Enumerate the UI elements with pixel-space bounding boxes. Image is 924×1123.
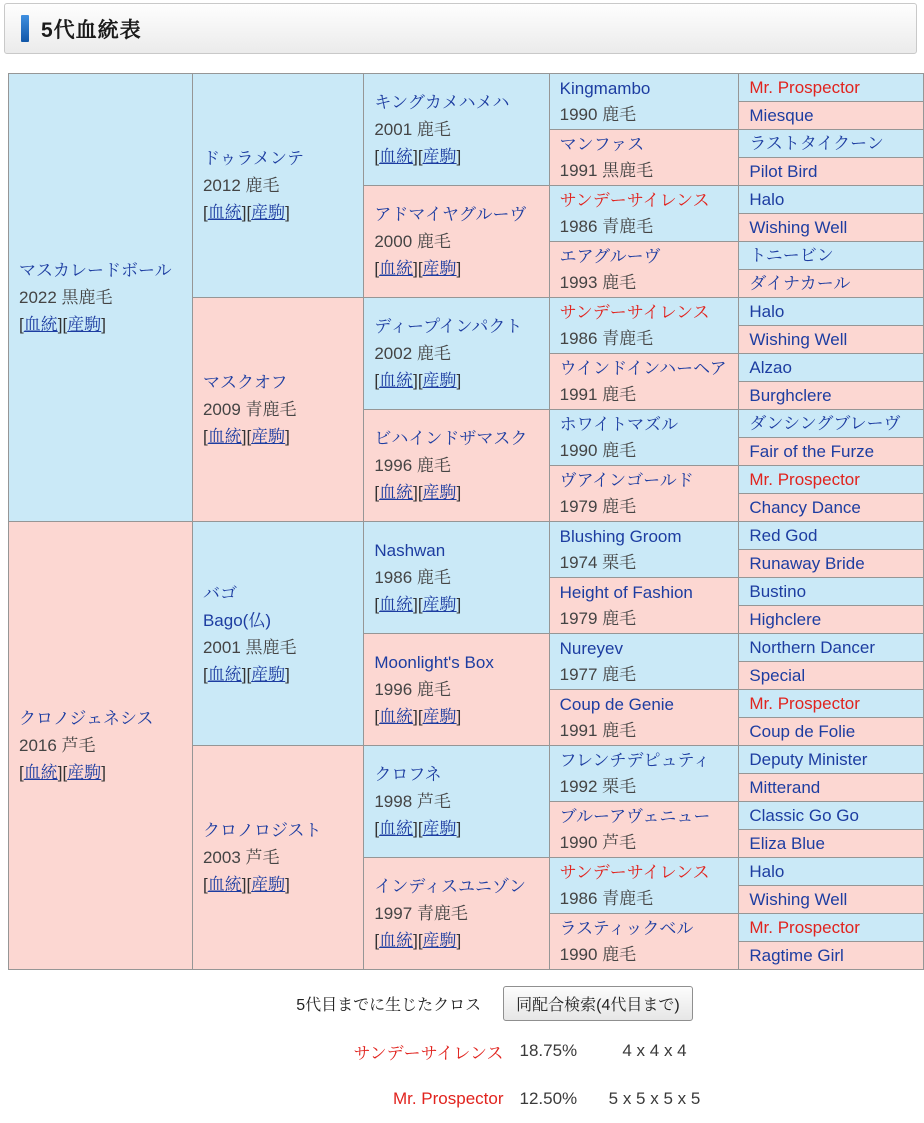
pedigree-cell	[192, 522, 363, 746]
horse-year-coat: 2022 黒鹿毛	[19, 288, 113, 307]
bloodline-link[interactable]: 血統	[207, 427, 242, 446]
horse-year-coat: 2000 鹿毛	[374, 232, 451, 251]
bracket: [	[374, 931, 380, 950]
cross-row	[0, 1027, 924, 1075]
cross-horse-name: Mr. Prospector	[392, 1089, 504, 1108]
cross-pattern: 4 x 4 x 4	[622, 1041, 687, 1060]
horse-sublinks	[374, 255, 544, 282]
horse-year-coat: 1991 黒鹿毛	[559, 160, 654, 180]
horse-link[interactable]: Halo	[749, 190, 785, 209]
horse-sublinks	[374, 591, 544, 618]
pedigree-cell	[549, 354, 739, 410]
horse-year-coat: 2016 芦毛	[19, 736, 96, 755]
bracket: ]	[413, 371, 418, 390]
bloodline-link[interactable]: 血統	[379, 819, 414, 838]
bracket: [	[374, 259, 380, 278]
horse-link[interactable]: Bago(仏)	[202, 610, 271, 630]
bracket: ]	[57, 763, 63, 782]
offspring-link[interactable]: 産駒	[251, 664, 286, 684]
pedigree-cell	[739, 438, 924, 466]
horse-year-coat: 1991 鹿毛	[559, 720, 637, 740]
horse-link[interactable]: Ragtime Girl	[749, 946, 844, 965]
cross-list	[0, 1027, 924, 1123]
horse-link[interactable]: Red God	[749, 526, 818, 545]
bracket: ]	[285, 664, 290, 684]
bracket: ]	[241, 664, 247, 684]
horse-sublinks	[374, 927, 544, 954]
horse-year-coat: 2001 黒鹿毛	[202, 637, 297, 657]
horse-link[interactable]: マンファス	[559, 134, 645, 154]
accent-bar-icon	[21, 15, 29, 42]
horse-year-coat: 1997 青鹿毛	[374, 904, 468, 923]
cross-header	[0, 986, 924, 1021]
bloodline-link[interactable]: 血統	[207, 875, 242, 894]
horse-link[interactable]: ダイナカール	[749, 274, 851, 293]
pedigree-cell	[549, 466, 739, 522]
pedigree-cell	[739, 74, 924, 102]
horse-year-coat: 1996 鹿毛	[374, 680, 451, 699]
cross-percent: 18.75%	[519, 1041, 578, 1060]
horse-link[interactable]: エアグルーヴ	[559, 246, 661, 266]
horse-link[interactable]: Kingmambo	[559, 78, 651, 98]
pedigree-cell	[9, 522, 193, 970]
pedigree-cell	[364, 74, 549, 186]
horse-year-coat: 1986 鹿毛	[374, 568, 451, 587]
pedigree-cell	[739, 242, 924, 270]
bracket: ]	[241, 875, 247, 894]
horse-year-coat: 1992 栗毛	[559, 776, 637, 796]
bracket: [	[202, 875, 208, 894]
horse-link[interactable]: Bustino	[749, 582, 807, 601]
cross-row	[0, 1075, 924, 1123]
horse-year-coat: 1979 鹿毛	[559, 608, 637, 628]
horse-link[interactable]: ダンシングブレーヴ	[749, 414, 901, 433]
horse-link[interactable]: Halo	[749, 862, 785, 881]
horse-link[interactable]: Mr. Prospector	[749, 78, 860, 97]
bracket: [	[246, 664, 252, 684]
bracket: [	[374, 595, 380, 614]
horse-link[interactable]: トニービン	[749, 246, 834, 265]
bracket: [	[374, 147, 380, 166]
bracket: [	[62, 315, 68, 334]
pedigree-cell	[739, 410, 924, 438]
bracket: ]	[413, 259, 418, 278]
bracket: ]	[285, 875, 290, 894]
bracket: ]	[285, 427, 290, 446]
horse-sublinks	[19, 311, 188, 338]
offspring-link[interactable]: 産駒	[422, 595, 457, 614]
pedigree-cell	[364, 522, 549, 634]
pedigree-cell	[739, 522, 924, 550]
pedigree-cell	[739, 886, 924, 914]
horse-year-coat: 1977 鹿毛	[559, 664, 637, 684]
horse-link[interactable]: バゴ	[202, 583, 237, 603]
horse-link[interactable]: Moonlight's Box	[374, 653, 494, 672]
horse-link[interactable]: Special	[749, 666, 806, 685]
horse-link[interactable]: マスカレードボール	[19, 261, 172, 280]
horse-year-coat: 1986 青鹿毛	[559, 216, 654, 236]
horse-link[interactable]: ディープインパクト	[374, 317, 523, 336]
cross-horse-name: サンデーサイレンス	[353, 1043, 504, 1063]
bracket: ]	[101, 315, 106, 334]
pedigree-cell	[549, 242, 739, 298]
bloodline-link[interactable]: 血統	[379, 371, 414, 390]
pedigree-cell	[739, 830, 924, 858]
bloodline-link[interactable]: 血統	[207, 664, 242, 684]
pedigree-cell	[739, 634, 924, 662]
horse-sublinks	[374, 703, 544, 730]
bracket: [	[374, 371, 380, 390]
horse-link[interactable]: Mr. Prospector	[749, 470, 860, 489]
horse-link[interactable]: Highclere	[749, 610, 822, 629]
bracket: ]	[57, 315, 63, 334]
pedigree-cell	[9, 74, 193, 522]
offspring-link[interactable]: 産駒	[422, 707, 457, 726]
pedigree-cell	[192, 298, 363, 522]
bracket: ]	[413, 595, 418, 614]
bracket: ]	[456, 371, 462, 390]
horse-link[interactable]: ホワイトマズル	[559, 414, 679, 434]
pedigree-cell	[364, 858, 549, 970]
horse-sublinks	[374, 815, 544, 842]
horse-sublinks	[203, 661, 359, 688]
offspring-link[interactable]: 産駒	[422, 819, 457, 838]
pedigree-cell	[364, 410, 549, 522]
horse-year-coat: 1986 青鹿毛	[559, 888, 654, 908]
bracket: [	[417, 707, 423, 726]
horse-link[interactable]: Northern Dancer	[749, 638, 876, 657]
horse-link[interactable]: ブルーアヴェニュー	[559, 806, 711, 826]
horse-link[interactable]: インディスユニゾン	[374, 877, 526, 896]
bracket: ]	[456, 259, 462, 278]
horse-sublinks	[203, 871, 359, 898]
horse-link[interactable]: Height of Fashion	[559, 582, 693, 602]
bracket: [	[417, 931, 423, 950]
pedigree-cell	[739, 158, 924, 186]
pedigree-cell	[739, 382, 924, 410]
bloodline-link[interactable]: 血統	[379, 147, 414, 166]
horse-year-coat: 2009 青鹿毛	[202, 400, 297, 419]
bracket: ]	[413, 483, 418, 502]
pedigree-cell	[364, 298, 549, 410]
horse-link[interactable]: Fair of the Furze	[749, 442, 875, 461]
horse-link[interactable]: Pilot Bird	[749, 162, 818, 181]
offspring-link[interactable]: 産駒	[251, 203, 286, 222]
pedigree-cell	[739, 130, 924, 158]
horse-link[interactable]: Burghclere	[749, 386, 832, 405]
horse-link[interactable]: ヴアインゴールド	[559, 470, 694, 490]
horse-sublinks	[203, 199, 359, 226]
pedigree-cell	[739, 214, 924, 242]
horse-year-coat: 2002 鹿毛	[374, 344, 451, 363]
bracket: [	[417, 483, 423, 502]
horse-sublinks	[374, 367, 544, 394]
bracket: [	[417, 595, 423, 614]
horse-link[interactable]: アドマイヤグルーヴ	[374, 205, 527, 224]
horse-link[interactable]: ラストタイクーン	[749, 134, 884, 153]
pedigree-cell	[739, 354, 924, 382]
pedigree-cell	[739, 690, 924, 718]
horse-year-coat: 1990 鹿毛	[559, 104, 637, 124]
bracket: ]	[456, 819, 462, 838]
offspring-link[interactable]: 産駒	[422, 371, 457, 390]
horse-link[interactable]: サンデーサイレンス	[559, 302, 710, 322]
pedigree-cell	[739, 606, 924, 634]
offspring-link[interactable]: 産駒	[422, 931, 457, 950]
horse-link[interactable]: Halo	[749, 302, 785, 321]
bracket: [	[374, 819, 380, 838]
horse-link[interactable]: Wishing Well	[749, 330, 848, 349]
pedigree-cell	[192, 74, 363, 298]
horse-link[interactable]: Miesque	[749, 106, 814, 125]
bracket: ]	[456, 483, 462, 502]
horse-link[interactable]: Alzao	[749, 358, 792, 377]
horse-link[interactable]: Mitterand	[749, 778, 821, 797]
horse-year-coat: 1986 青鹿毛	[559, 328, 654, 348]
pedigree-cell	[549, 578, 739, 634]
horse-year-coat: 1974 栗毛	[559, 552, 637, 572]
horse-link[interactable]: Coup de Genie	[559, 694, 675, 714]
bloodline-link[interactable]: 血統	[23, 315, 58, 334]
cross-percent: 12.50%	[519, 1089, 578, 1108]
pedigree-cell	[739, 914, 924, 942]
pedigree-cell	[549, 298, 739, 354]
offspring-link[interactable]: 産駒	[422, 147, 457, 166]
bracket: [	[246, 875, 252, 894]
horse-link[interactable]: Deputy Minister	[749, 750, 868, 769]
bracket: ]	[285, 203, 290, 222]
horse-link[interactable]: ビハインドザマスク	[374, 429, 528, 448]
pedigree-cell	[549, 802, 739, 858]
horse-link[interactable]: Mr. Prospector	[749, 694, 860, 713]
bracket: ]	[413, 931, 418, 950]
offspring-link[interactable]: 産駒	[422, 259, 457, 278]
bloodline-link[interactable]: 血統	[379, 931, 414, 950]
bracket: [	[246, 427, 252, 446]
horse-link[interactable]: サンデーサイレンス	[559, 190, 710, 210]
horse-year-coat: 1993 鹿毛	[559, 272, 637, 292]
pedigree-cell	[739, 802, 924, 830]
horse-year-coat: 1990 鹿毛	[559, 944, 637, 964]
pedigree-cell	[739, 186, 924, 214]
bracket: ]	[413, 707, 418, 726]
horse-link[interactable]: クロノロジスト	[202, 821, 322, 840]
cross-label: 5代目までに生じたクロス	[296, 997, 482, 1014]
pedigree-cell	[549, 130, 739, 186]
bracket: [	[417, 819, 423, 838]
pedigree-table	[8, 73, 924, 970]
pedigree-cell	[739, 662, 924, 690]
offspring-link[interactable]: 産駒	[251, 875, 286, 894]
bracket: ]	[456, 707, 462, 726]
pedigree-cell	[364, 186, 549, 298]
pedigree-cell	[739, 270, 924, 298]
horse-link[interactable]: Nashwan	[374, 541, 446, 560]
bracket: [	[374, 707, 380, 726]
offspring-link[interactable]: 産駒	[67, 315, 102, 334]
bracket: [	[417, 147, 423, 166]
pedigree-cell	[192, 746, 363, 970]
horse-link[interactable]: クロフネ	[374, 765, 442, 784]
pedigree-cell	[549, 522, 739, 578]
bloodline-link[interactable]: 血統	[379, 259, 414, 278]
pedigree-cell	[549, 74, 739, 130]
horse-link[interactable]: Blushing Groom	[559, 526, 682, 546]
bracket: [	[417, 371, 423, 390]
bloodline-link[interactable]: 血統	[379, 483, 414, 502]
horse-link[interactable]: マスクオフ	[202, 373, 288, 392]
horse-link[interactable]: Chancy Dance	[749, 498, 861, 517]
horse-link[interactable]: ドゥラメンテ	[202, 149, 305, 168]
bloodline-link[interactable]: 血統	[379, 707, 414, 726]
horse-link[interactable]: Mr. Prospector	[749, 918, 860, 937]
pedigree-cell	[739, 102, 924, 130]
horse-link[interactable]: クロノジェネシス	[19, 709, 154, 728]
offspring-link[interactable]: 産駒	[422, 483, 457, 502]
pedigree-cell	[549, 690, 739, 746]
pedigree-cell	[364, 746, 549, 858]
horse-year-coat: 1996 鹿毛	[374, 456, 451, 475]
pedigree-cell	[739, 774, 924, 802]
cross-pattern: 5 x 5 x 5 x 5	[608, 1089, 701, 1108]
pedigree-cell	[739, 298, 924, 326]
bracket: ]	[241, 203, 247, 222]
horse-sublinks	[19, 759, 188, 786]
bracket: [	[417, 259, 423, 278]
bloodline-link[interactable]: 血統	[379, 595, 414, 614]
horse-link[interactable]: ウインドインハーヘア	[559, 358, 727, 378]
bracket: [	[62, 763, 68, 782]
horse-link[interactable]: Coup de Folie	[749, 722, 856, 741]
horse-sublinks	[374, 143, 544, 170]
horse-year-coat: 2003 芦毛	[202, 848, 280, 867]
horse-year-coat: 1990 鹿毛	[559, 440, 637, 460]
page-title: 5代血統表	[41, 18, 142, 42]
horse-year-coat: 1991 鹿毛	[559, 384, 637, 404]
bracket: [	[374, 483, 380, 502]
bracket: ]	[456, 931, 462, 950]
pedigree-cell	[549, 858, 739, 914]
pedigree-cell	[739, 746, 924, 774]
pedigree-cell	[739, 466, 924, 494]
bloodline-link[interactable]: 血統	[23, 763, 58, 782]
horse-link[interactable]: フレンチデピュティ	[559, 750, 711, 770]
bracket: ]	[456, 147, 462, 166]
pedigree-cell	[549, 186, 739, 242]
horse-link[interactable]: Wishing Well	[749, 218, 848, 237]
pedigree-cell	[549, 410, 739, 466]
pedigree-cell	[364, 634, 549, 746]
pedigree-cell	[739, 550, 924, 578]
bracket: ]	[241, 427, 247, 446]
offspring-link[interactable]: 産駒	[251, 427, 286, 446]
bracket: [	[246, 203, 252, 222]
horse-link[interactable]: Nureyev	[559, 638, 623, 658]
horse-year-coat: 1998 芦毛	[374, 792, 451, 811]
horse-year-coat: 2001 鹿毛	[374, 120, 451, 139]
bracket: [	[19, 315, 24, 334]
pedigree-cell	[739, 942, 924, 970]
horse-link[interactable]: サンデーサイレンス	[559, 862, 710, 882]
horse-link[interactable]: Runaway Bride	[749, 554, 865, 573]
horse-sublinks	[374, 479, 544, 506]
pedigree-cell	[549, 914, 739, 970]
horse-year-coat: 1990 芦毛	[559, 832, 637, 852]
pedigree-cell	[739, 858, 924, 886]
bracket: ]	[413, 819, 418, 838]
pedigree-cell	[739, 494, 924, 522]
horse-link[interactable]: Eliza Blue	[749, 834, 825, 853]
bracket: ]	[413, 147, 418, 166]
section-header	[4, 3, 917, 54]
pedigree-cell	[739, 718, 924, 746]
pedigree-cell	[739, 326, 924, 354]
bracket: ]	[101, 763, 106, 782]
bracket: [	[202, 203, 208, 222]
offspring-link[interactable]: 産駒	[67, 763, 102, 782]
pedigree-cell	[739, 578, 924, 606]
horse-link[interactable]: Wishing Well	[749, 890, 848, 909]
pedigree-cell	[549, 634, 739, 690]
bracket: [	[202, 664, 208, 684]
horse-link[interactable]: キングカメハメハ	[374, 93, 510, 112]
horse-link[interactable]: ラスティックベル	[559, 918, 694, 938]
bloodline-link[interactable]: 血統	[207, 203, 242, 222]
bracket: [	[19, 763, 24, 782]
bracket: [	[202, 427, 208, 446]
horse-link[interactable]: Classic Go Go	[749, 806, 859, 825]
bracket: ]	[456, 595, 462, 614]
horse-sublinks	[203, 423, 359, 450]
pedigree-cell	[549, 746, 739, 802]
same-mating-search-button[interactable]: 同配合検索(4代目まで)	[503, 986, 693, 1021]
horse-year-coat: 2012 鹿毛	[202, 176, 280, 195]
horse-year-coat: 1979 鹿毛	[559, 496, 637, 516]
